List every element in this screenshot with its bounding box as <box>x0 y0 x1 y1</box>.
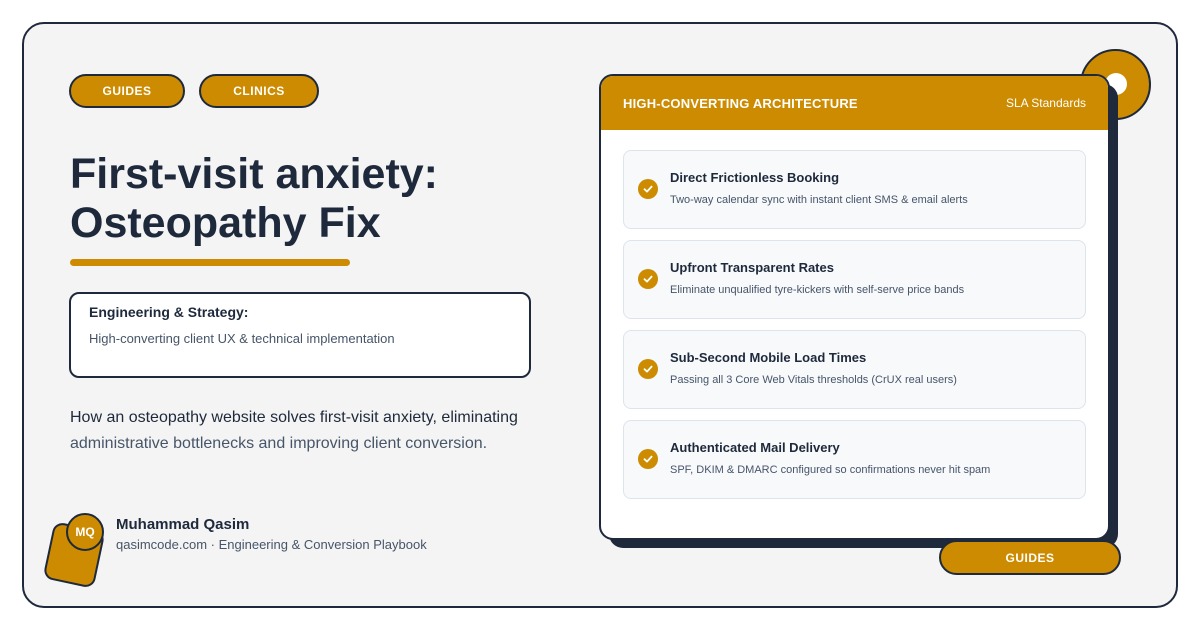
feature-title: Authenticated Mail Delivery <box>670 440 840 455</box>
feature-item <box>623 330 1086 409</box>
author-meta: qasimcode.com · Engineering & Conversion Playbook <box>116 537 427 552</box>
tag-guides[interactable]: GUIDES <box>69 74 185 108</box>
description-line-2: administrative bottlenecks and improving client conversion. <box>70 435 488 452</box>
feature-item <box>623 150 1086 229</box>
feature-description: Two-way calendar sync with instant client SMS & email alerts <box>670 194 968 206</box>
strategy-heading: Engineering & Strategy: <box>89 304 249 320</box>
feature-description: SPF, DKIM & DMARC configured so confirmations never hit spam <box>670 464 991 476</box>
page-title <box>70 150 540 248</box>
description <box>70 405 550 457</box>
title-line-1: First-visit anxiety: <box>70 150 438 198</box>
check-icon <box>638 359 658 379</box>
title-underline <box>70 259 350 266</box>
feature-item <box>623 420 1086 499</box>
title-line-2: Osteopathy Fix <box>70 199 381 247</box>
strategy-text: High-converting client UX & technical implementation <box>89 331 395 346</box>
check-icon <box>638 449 658 469</box>
author-name: Muhammad Qasim <box>116 516 250 533</box>
card-subtitle: SLA Standards <box>1005 96 1086 110</box>
check-icon <box>638 179 658 199</box>
avatar: MQ <box>66 513 104 551</box>
tag-clinics[interactable]: CLINICS <box>199 74 319 108</box>
check-icon <box>638 269 658 289</box>
feature-list <box>601 130 1108 499</box>
card-title: HIGH-CONVERTING ARCHITECTURE <box>623 95 858 111</box>
feature-item <box>623 240 1086 319</box>
feature-description: Passing all 3 Core Web Vitals thresholds (CrUX real users) <box>670 374 957 386</box>
feature-description: Eliminate unqualified tyre-kickers with self-serve price bands <box>670 284 965 296</box>
feature-title: Direct Frictionless Booking <box>670 170 840 185</box>
strategy-box <box>69 292 531 378</box>
description-line-1: How an osteopathy website solves first-visit anxiety, eliminating <box>70 409 518 426</box>
card-header <box>601 76 1108 130</box>
feature-title: Upfront Transparent Rates <box>670 260 834 275</box>
feature-title: Sub-Second Mobile Load Times <box>670 350 867 365</box>
tag-guides-bottom[interactable]: GUIDES <box>939 540 1121 575</box>
architecture-card <box>599 74 1110 540</box>
